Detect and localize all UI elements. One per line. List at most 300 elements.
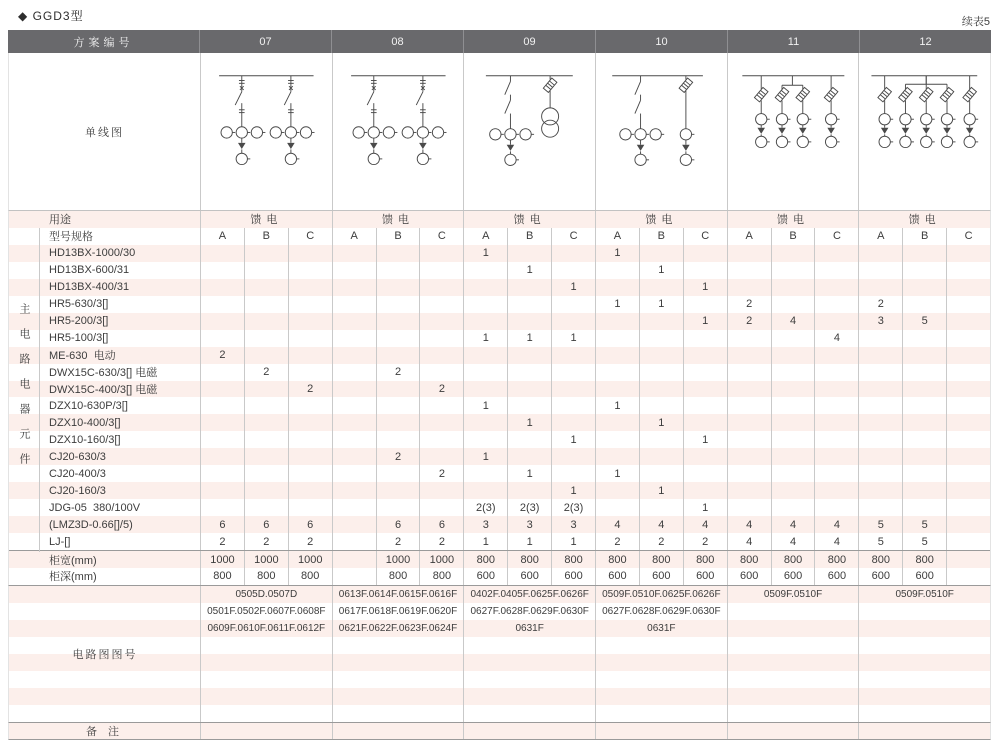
component-value-cell [947, 347, 990, 364]
component-value-cell [815, 448, 859, 465]
component-value-cell [596, 330, 640, 347]
component-value-cell [728, 414, 772, 431]
continued-table-label: 续表5 [961, 16, 990, 28]
remarks-cell [728, 723, 860, 739]
spec-subcol-header: A [464, 228, 508, 245]
component-label: HR5-100/3[] [9, 330, 201, 347]
component-value-cell [903, 347, 947, 364]
spec-subcol-header: A [333, 228, 377, 245]
component-value-cell [245, 448, 289, 465]
component-value-cell [947, 448, 990, 465]
component-value-cell [508, 397, 552, 414]
table-row [9, 431, 990, 448]
component-value-cell [772, 414, 816, 431]
dimension-value-cell: 600 [640, 568, 684, 585]
table-row [9, 499, 990, 516]
component-value-cell [728, 381, 772, 398]
component-value-cell [289, 330, 333, 347]
component-value-cell [245, 313, 289, 330]
spec-subcol-header: A [596, 228, 640, 245]
component-value-cell [333, 296, 377, 313]
component-value-cell [903, 279, 947, 296]
component-value-cell [728, 499, 772, 516]
spec-subcol-header: C [684, 228, 728, 245]
component-value-cell [815, 347, 859, 364]
component-values [201, 465, 990, 482]
component-value-cell: 1 [640, 414, 684, 431]
component-value-cell [420, 397, 464, 414]
component-value-cell [815, 482, 859, 499]
component-value-cell: 1 [464, 330, 508, 347]
component-value-cell: 2 [728, 296, 772, 313]
component-value-cell [289, 279, 333, 296]
component-value-cell: 1 [552, 279, 596, 296]
component-value-cell [684, 245, 728, 262]
component-value-cell [947, 279, 990, 296]
component-value-cell [552, 397, 596, 414]
component-value-cell: 1 [596, 397, 640, 414]
component-value-cell: 4 [815, 330, 859, 347]
component-value-cell [201, 296, 245, 313]
dimension-value-cell: 800 [245, 568, 289, 585]
component-value-cell: 6 [420, 516, 464, 533]
component-values [201, 448, 990, 465]
single-line-diagram-label: 单线图 [9, 53, 201, 210]
component-value-cell: 2 [289, 533, 333, 550]
component-value-cell [947, 414, 990, 431]
component-value-cell [596, 482, 640, 499]
component-value-cell [728, 279, 772, 296]
component-value-cell [815, 245, 859, 262]
component-value-cell: 6 [377, 516, 421, 533]
circuit-number-cell [333, 705, 465, 722]
component-value-cell [859, 482, 903, 499]
circuit-number-cell [333, 654, 465, 671]
component-value-cell [903, 296, 947, 313]
component-value-cell [903, 262, 947, 279]
table-row [9, 381, 990, 398]
component-value-cell: 1 [684, 431, 728, 448]
component-value-cell [333, 330, 377, 347]
spec-subcol-header: A [859, 228, 903, 245]
component-value-cell: 6 [245, 516, 289, 533]
component-value-cell: 1 [640, 296, 684, 313]
component-value-cell [684, 330, 728, 347]
dimension-value-cell: 800 [552, 551, 596, 568]
spec-subcol-header: C [815, 228, 859, 245]
table-row [9, 228, 990, 245]
component-value-cell [377, 245, 421, 262]
dimension-value-cell: 1000 [420, 551, 464, 568]
circuit-number-cell [201, 688, 333, 705]
component-value-cell: 1 [508, 414, 552, 431]
spec-subcol-header: C [289, 228, 333, 245]
component-value-cell [333, 482, 377, 499]
component-value-cell [552, 465, 596, 482]
component-value-cell [333, 499, 377, 516]
table-row [9, 397, 990, 414]
component-value-cell [420, 347, 464, 364]
dimension-value-cell: 600 [552, 568, 596, 585]
component-value-cell [859, 465, 903, 482]
component-value-cell [640, 330, 684, 347]
component-value-cell: 4 [815, 516, 859, 533]
circuit-number-cell [201, 637, 333, 654]
remarks-label: 备 注 [9, 723, 201, 739]
component-value-cell [464, 364, 508, 381]
table-row [9, 296, 990, 313]
component-value-cell [596, 364, 640, 381]
table-row [9, 482, 990, 499]
component-value-cell [772, 262, 816, 279]
circuit-number-cell [464, 671, 596, 688]
component-value-cell [815, 313, 859, 330]
component-label: CJ20-160/3 [9, 482, 201, 499]
table-row [9, 465, 990, 482]
component-value-cell [815, 364, 859, 381]
component-value-cell: 2 [201, 347, 245, 364]
dimension-value-cell: 800 [684, 551, 728, 568]
component-label: JDG-05 380/100V [9, 499, 201, 516]
component-value-cell [596, 414, 640, 431]
component-value-cell [464, 347, 508, 364]
component-value-cell [508, 364, 552, 381]
component-value-cell [377, 279, 421, 296]
circuit-number-cell [859, 654, 990, 671]
component-value-cell [377, 313, 421, 330]
spec-subcol-headers [201, 228, 990, 245]
component-value-cell: 4 [772, 313, 816, 330]
component-label: DZX10-630P/3[] [9, 397, 201, 414]
component-value-cell [289, 347, 333, 364]
component-value-cell [420, 313, 464, 330]
component-value-cell [728, 397, 772, 414]
component-value-cell [903, 364, 947, 381]
dimension-value-cell: 1000 [289, 551, 333, 568]
usage-value-cell: 馈电 [201, 211, 333, 228]
component-value-cell: 1 [464, 533, 508, 550]
component-value-cell [289, 448, 333, 465]
component-value-cell: 3 [464, 516, 508, 533]
component-value-cell [464, 414, 508, 431]
component-value-cell [640, 313, 684, 330]
component-label: DZX10-160/3[] [9, 431, 201, 448]
circuit-number-cell [201, 654, 333, 671]
circuit-number-cell [728, 603, 860, 620]
circuit-number-cell: 0509F.0510F.0625F.0626F [596, 586, 728, 603]
main-circuit-components-label: 主电路电器元件 [18, 302, 30, 478]
circuit-number-cell [859, 620, 990, 637]
component-label: HD13BX-400/31 [9, 279, 201, 296]
table-row [9, 245, 990, 262]
remarks-cell [859, 723, 990, 739]
component-label: ME-630 电动 [9, 347, 201, 364]
component-value-cell [728, 482, 772, 499]
dimension-value-cell: 1000 [201, 551, 245, 568]
component-value-cell: 2(3) [508, 499, 552, 516]
component-values [201, 431, 990, 448]
component-value-cell [947, 499, 990, 516]
component-value-cell [289, 499, 333, 516]
component-value-cell: 1 [552, 533, 596, 550]
component-values [201, 313, 990, 330]
component-value-cell [508, 296, 552, 313]
component-value-cell [772, 296, 816, 313]
circuit-number-cell [596, 688, 728, 705]
component-value-cell [552, 347, 596, 364]
component-value-cell: 2 [420, 465, 464, 482]
component-value-cell [859, 330, 903, 347]
component-value-cell [772, 330, 816, 347]
dimension-value-cell: 600 [684, 568, 728, 585]
component-value-cell [640, 347, 684, 364]
component-value-cell: 1 [684, 313, 728, 330]
component-value-cell [508, 245, 552, 262]
component-value-cell: 2 [420, 381, 464, 398]
component-value-cell [772, 431, 816, 448]
component-value-cell [596, 448, 640, 465]
component-value-cell [772, 279, 816, 296]
component-value-cell [552, 414, 596, 431]
component-values [201, 296, 990, 313]
component-value-cell [728, 431, 772, 448]
component-value-cell [859, 397, 903, 414]
component-value-cell [684, 364, 728, 381]
component-value-cell: 2 [684, 533, 728, 550]
component-value-cell [859, 262, 903, 279]
component-value-cell: 1 [596, 296, 640, 313]
component-value-cell [684, 414, 728, 431]
dimension-value-cell: 800 [377, 568, 421, 585]
component-value-cell [464, 279, 508, 296]
component-value-cell: 1 [596, 245, 640, 262]
table-row [9, 211, 990, 228]
component-value-cell: 5 [903, 533, 947, 550]
component-value-cell [728, 364, 772, 381]
component-value-cell [552, 245, 596, 262]
component-value-cell [772, 381, 816, 398]
component-value-cell [289, 262, 333, 279]
component-value-cell [947, 465, 990, 482]
component-label: HR5-200/3[] [9, 313, 201, 330]
spec-subcol-header: C [420, 228, 464, 245]
usage-label: 用途 [9, 211, 201, 228]
component-value-cell [552, 381, 596, 398]
circuit-number-cell [333, 688, 465, 705]
component-value-cell [684, 465, 728, 482]
component-value-cell [859, 245, 903, 262]
component-value-cell [333, 431, 377, 448]
circuit-number-cell [728, 637, 860, 654]
dimension-value-cell: 1000 [245, 551, 289, 568]
component-value-cell [728, 448, 772, 465]
dimension-value-cell: 800 [772, 551, 816, 568]
component-values [201, 245, 990, 262]
component-values [201, 262, 990, 279]
component-value-cell [684, 262, 728, 279]
circuit-number-cell: 0505D.0507D [201, 586, 333, 603]
component-value-cell [464, 381, 508, 398]
component-value-cell [815, 414, 859, 431]
spec-subcol-header: B [245, 228, 289, 245]
component-value-cell [420, 279, 464, 296]
component-value-cell [201, 397, 245, 414]
dimension-value-cell: 800 [420, 568, 464, 585]
single-line-diagram [464, 53, 596, 210]
usage-value-cell: 馈电 [333, 211, 465, 228]
dimension-value-cell: 600 [903, 568, 947, 585]
component-value-cell [640, 279, 684, 296]
component-value-cell [245, 499, 289, 516]
circuit-diagram-number-label: 电路图图号 [72, 649, 138, 661]
component-value-cell [640, 448, 684, 465]
component-value-cell [859, 381, 903, 398]
component-value-cell [552, 262, 596, 279]
component-values [201, 482, 990, 499]
circuit-number-cell: 0621F.0622F.0623F.0624F [333, 620, 465, 637]
component-value-cell: 3 [859, 313, 903, 330]
circuit-number-cell: 0609F.0610F.0611F.0612F [201, 620, 333, 637]
table-row [9, 568, 990, 585]
component-value-cell [903, 330, 947, 347]
component-value-cell [815, 279, 859, 296]
component-label: HD13BX-1000/30 [9, 245, 201, 262]
circuit-number-cell [333, 637, 465, 654]
dimension-value-cell [333, 568, 377, 585]
component-value-cell: 2 [245, 364, 289, 381]
component-value-cell [772, 245, 816, 262]
component-value-cell [289, 245, 333, 262]
component-value-cell [464, 313, 508, 330]
scheme-number-header: 10 [596, 30, 728, 53]
circuit-number-cell: 0627F.0628F.0629F.0630F [596, 603, 728, 620]
circuit-number-cell [728, 688, 860, 705]
component-value-cell [640, 364, 684, 381]
circuit-number-cell [464, 654, 596, 671]
usage-values [201, 211, 990, 228]
component-value-cell [201, 448, 245, 465]
component-value-cell [903, 245, 947, 262]
dimension-value-cell [333, 551, 377, 568]
component-label: DWX15C-400/3[] 电磁 [9, 381, 201, 398]
component-label: DZX10-400/3[] [9, 414, 201, 431]
component-value-cell [859, 279, 903, 296]
single-line-diagram [201, 53, 333, 210]
component-values [201, 414, 990, 431]
component-value-cell [377, 465, 421, 482]
spec-subcol-header: B [508, 228, 552, 245]
component-value-cell [377, 431, 421, 448]
component-value-cell [596, 313, 640, 330]
header-schemes [200, 30, 991, 53]
diagram-row [8, 53, 991, 210]
dimension-value-cell: 1000 [377, 551, 421, 568]
table-row [9, 347, 990, 364]
circuit-number-cell [201, 705, 333, 722]
circuit-number-cell [464, 637, 596, 654]
component-value-cell [903, 448, 947, 465]
component-value-cell [947, 245, 990, 262]
component-value-cell [552, 313, 596, 330]
circuit-number-cell [596, 705, 728, 722]
component-value-cell [464, 431, 508, 448]
component-value-cell [289, 364, 333, 381]
dimension-value-cell: 600 [815, 568, 859, 585]
component-value-cell [772, 364, 816, 381]
component-value-cell [947, 381, 990, 398]
component-value-cell: 1 [508, 465, 552, 482]
component-value-cell: 1 [464, 245, 508, 262]
dimension-value-cell: 600 [508, 568, 552, 585]
component-value-cell: 6 [201, 516, 245, 533]
remarks-cell [201, 723, 333, 739]
component-value-cell [289, 414, 333, 431]
component-value-cell [640, 245, 684, 262]
circuit-number-cell: 0631F [596, 620, 728, 637]
component-value-cell [377, 499, 421, 516]
circuit-number-cell [464, 688, 596, 705]
single-line-diagram [333, 53, 465, 210]
dimension-value-cell: 600 [728, 568, 772, 585]
component-value-cell [859, 347, 903, 364]
component-value-cell [947, 397, 990, 414]
component-value-cell [903, 482, 947, 499]
component-values [201, 347, 990, 364]
component-value-cell [245, 414, 289, 431]
dimension-value-cell: 800 [859, 551, 903, 568]
component-value-cell: 1 [640, 262, 684, 279]
component-value-cell [289, 313, 333, 330]
component-value-cell: 1 [508, 262, 552, 279]
circuit-number-cell [859, 688, 990, 705]
dimension-value-cell: 800 [640, 551, 684, 568]
scheme-header-row [8, 30, 991, 53]
spec-subcol-header: A [201, 228, 245, 245]
table-row [9, 533, 990, 550]
scheme-number-header: 08 [332, 30, 464, 53]
component-value-cell [815, 381, 859, 398]
single-line-diagram [596, 53, 728, 210]
component-values [201, 364, 990, 381]
circuit-number-cell: 0501F.0502F.0607F.0608F [201, 603, 333, 620]
component-value-cell [289, 296, 333, 313]
circuit-number-cell [201, 671, 333, 688]
spec-subcol-header: C [964, 230, 973, 243]
component-value-cell: 5 [859, 516, 903, 533]
dimension-value-cell: 800 [508, 551, 552, 568]
spec-subcol-header: B [903, 228, 947, 245]
component-value-cell [201, 279, 245, 296]
component-value-cell [508, 347, 552, 364]
component-value-cell [245, 381, 289, 398]
component-value-cell [815, 262, 859, 279]
component-value-cell [245, 279, 289, 296]
circuit-number-cell [333, 671, 465, 688]
component-value-cell [420, 431, 464, 448]
component-value-cell [684, 347, 728, 364]
component-value-cell [377, 296, 421, 313]
table-row [9, 414, 990, 431]
single-line-diagram [859, 53, 990, 210]
component-value-cell [640, 465, 684, 482]
component-value-cell [333, 533, 377, 550]
component-value-cell [201, 499, 245, 516]
component-value-cell [947, 482, 990, 499]
component-value-cell: 3 [552, 516, 596, 533]
component-value-cell [333, 364, 377, 381]
dimension-value-cell: 600 [772, 568, 816, 585]
table-row [9, 516, 990, 533]
